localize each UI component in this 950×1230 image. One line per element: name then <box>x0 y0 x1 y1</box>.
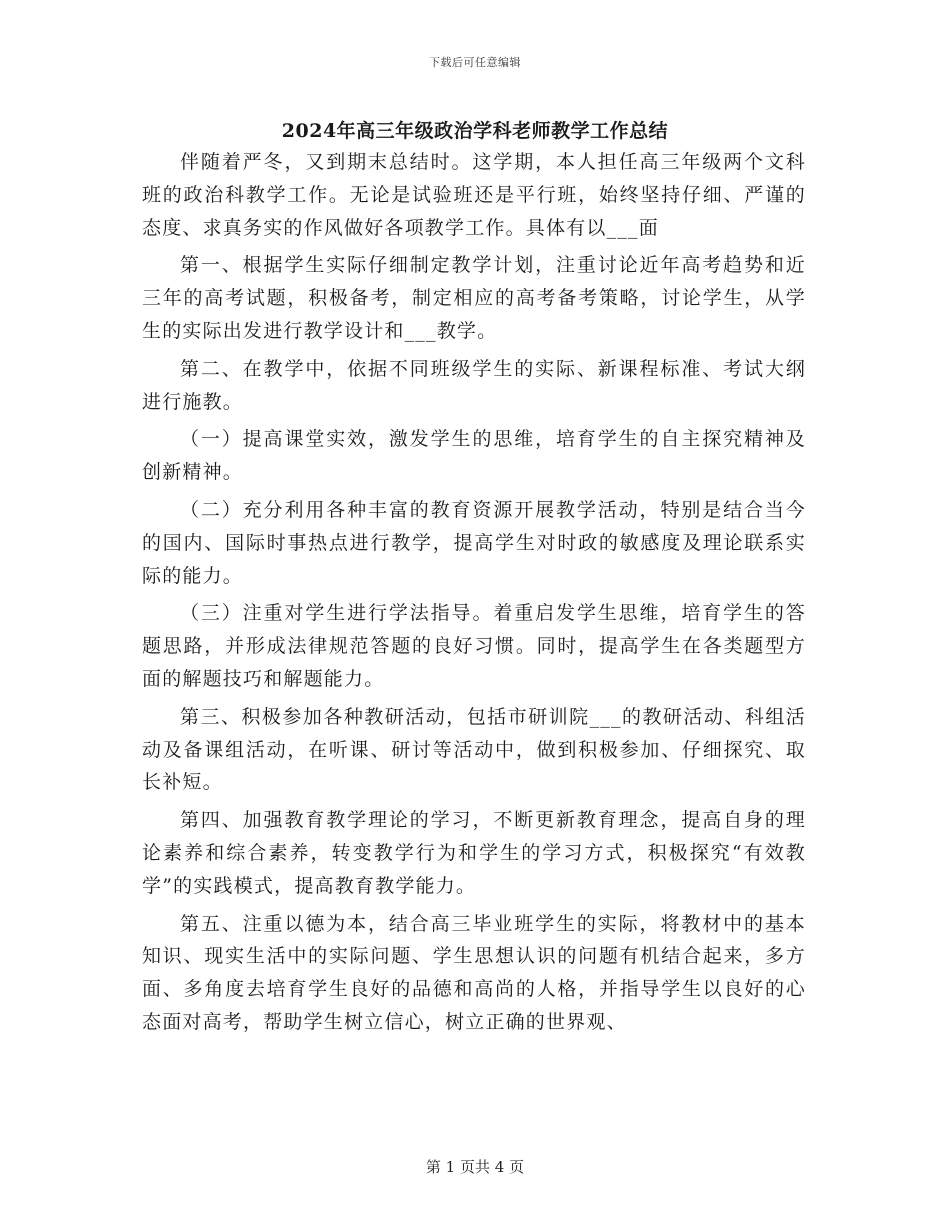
paragraph-sub-two: （二）充分利用各种丰富的教育资源开展教学活动，特别是结合当今的国内、国际时事热点进行教学，提高学生对时政的敏感度及理论联系实际的能力。 <box>142 498 806 587</box>
paragraph-second: 第二、在教学中，依据不同班级学生的实际、新课程标准、考试大纲进行施教。 <box>142 357 806 413</box>
page-header-note: 下载后可任意编辑 <box>429 56 521 69</box>
paragraph-intro: 伴随着严冬，又到期末总结时。这学期，本人担任高三年级两个文科班的政治科教学工作。无论是试验班还是平行班，始终坚持仔细、严谨的态度、求真务实的作风做好各项教学工作。具体有以___面 <box>142 151 806 239</box>
paragraph-first: 第一、根据学生实际仔细制定教学计划，注重讨论近年高考趋势和近三年的高考试题，积极备考，制定相应的高考备考策略，讨论学生，从学生的实际出发进行教学设计和___教学。 <box>142 254 806 342</box>
paragraph-sub-three: （三）注重对学生进行学法指导。着重启发学生思维，培育学生的答题思路，并形成法律规范答题的良好习惯。同时，提高学生在各类题型方面的解题技巧和解题能力。 <box>142 602 806 690</box>
paragraph-fifth: 第五、注重以德为本，结合高三毕业班学生的实际，将教材中的基本知识、现实生活中的实际问题、学生思想认识的问题有机结合起来，多方面、多角度去培育学生良好的品德和高尚的人格，并指导学生以良好的心态面对高考，帮助学生树立信心，树立正确的世界观、 <box>142 912 806 1033</box>
page-number: 第 1 页共 4 页 <box>425 1158 525 1176</box>
document-body <box>142 146 806 1044</box>
paragraph-fourth: 第四、加强教育教学理论的学习，不断更新教育理念，提高自身的理论素养和综合素养，转变教学行为和学生的学习方式，积极探究“有效教学”的实践模式，提高教育教学能力。 <box>142 809 806 897</box>
paragraph-third: 第三、积极参加各种教研活动，包括市研训院___的教研活动、科组活动及备课组活动，在听课、研讨等活动中，做到积极参加、仔细探究、取长补短。 <box>142 705 806 794</box>
paragraph-sub-one: （一）提高课堂实效，激发学生的思维，培育学生的自主探究精神及创新精神。 <box>142 428 806 484</box>
document-title: 2024年高三年级政治学科老师教学工作总结 <box>281 120 669 142</box>
